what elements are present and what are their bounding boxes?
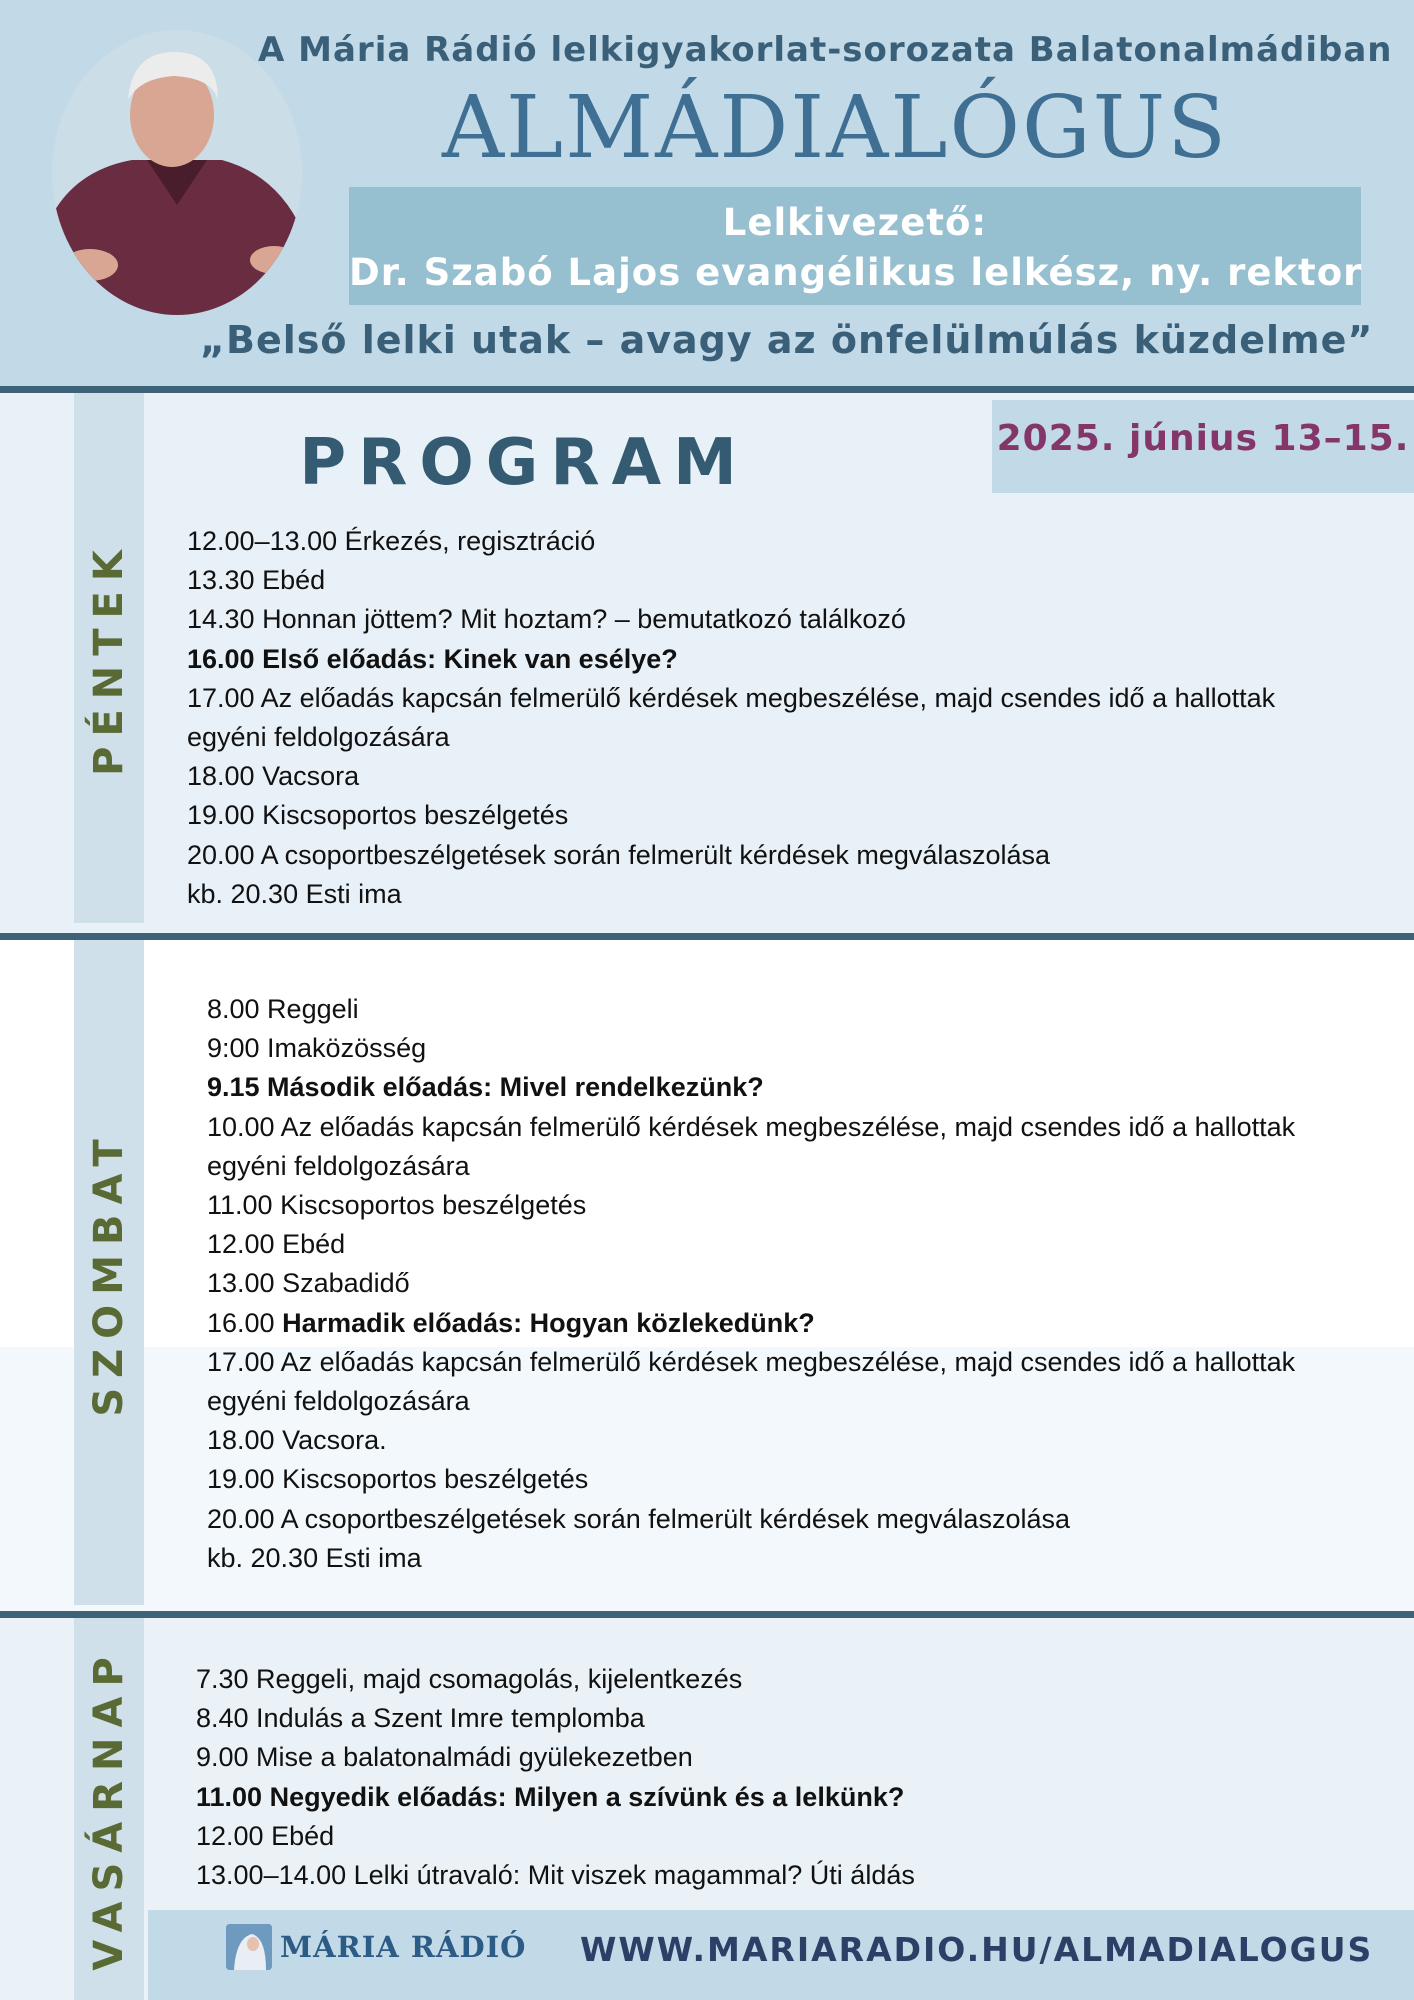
schedule-item-text: 9.00 Mise a balatonalmádi gyülekezetben xyxy=(196,1742,693,1773)
footer-bar xyxy=(148,1910,1414,2000)
day-label: PÉNTEK xyxy=(86,540,132,776)
schedule-item xyxy=(207,990,1295,1029)
series-subtitle: A Mária Rádió lelkigyakorlat-sorozata Balatonalmádiban xyxy=(258,30,1393,70)
schedule-item xyxy=(207,1304,1295,1343)
schedule-item-text: 14.30 Honnan jöttem? Mit hoztam? – bemutatkozó találkozó xyxy=(187,604,906,635)
day-column xyxy=(74,393,144,923)
schedule-item-text: 17.00 Az előadás kapcsán felmerülő kérdések megbeszélése, majd csendes idő a hallottak xyxy=(187,682,1276,713)
schedule-item-text: 17.00 Az előadás kapcsán felmerülő kérdések megbeszélése, majd csendes idő a hallottak xyxy=(207,1346,1296,1377)
schedule-item-text: 13.00–14.00 Lelki útravaló: Mit viszek magammal? Úti áldás xyxy=(196,1860,915,1891)
schedule-item-text: 19.00 Kiscsoportos beszélgetés xyxy=(207,1464,589,1495)
schedule-item xyxy=(207,1539,1295,1578)
schedule-item-text: 16.00 xyxy=(207,1307,283,1338)
schedule-item-text: egyéni feldolgozására xyxy=(207,1386,470,1417)
day-label: SZOMBAT xyxy=(86,1128,132,1417)
schedule-item-text: kb. 20.30 Esti ima xyxy=(207,1542,422,1573)
schedule-item xyxy=(196,1660,915,1699)
divider xyxy=(0,1611,1414,1618)
schedule-item xyxy=(207,1500,1295,1539)
schedule-item xyxy=(207,1029,1295,1068)
schedule-item-text: 18.00 Vacsora xyxy=(187,761,360,792)
schedule-item xyxy=(187,679,1275,718)
schedule-item xyxy=(196,1738,915,1777)
schedule-item-text: 11.00 Kiscsoportos beszélgetés xyxy=(207,1190,587,1221)
schedule-item-text: egyéni feldolgozására xyxy=(187,722,450,753)
schedule-item-text: 9:00 Imaközösség xyxy=(207,1033,427,1064)
schedule-item-lecture: Harmadik előadás: Hogyan közlekedünk? xyxy=(282,1307,815,1338)
retreat-theme: „Belső lelki utak – avagy az önfelülmúlás küzdelme” xyxy=(200,318,1374,362)
schedule-item-text: egyéni feldolgozására xyxy=(207,1150,470,1181)
schedule-item-text: 12.00–13.00 Érkezés, regisztráció xyxy=(187,526,596,556)
event-date: 2025. június 13–15. xyxy=(996,418,1410,459)
schedule-item xyxy=(187,522,1275,561)
schedule-item-text: 9.15 Második előadás: Mivel rendelkezünk? xyxy=(207,1072,764,1103)
schedule-item-text: 8.40 Indulás a Szent Imre templomba xyxy=(196,1703,645,1734)
schedule-item xyxy=(187,600,1275,639)
leader-name: Dr. Szabó Lajos evangélikus lelkész, ny. rektor xyxy=(349,251,1363,294)
schedule-item-text: 12.00 Ebéd xyxy=(207,1229,346,1260)
schedule-item-text: 18.00 Vacsora. xyxy=(207,1425,387,1456)
schedule-item-text: 13.30 Ebéd xyxy=(187,565,326,596)
schedule-item xyxy=(207,1382,1295,1421)
schedule-item-text: 16.00 Első előadás: Kinek van esélye? xyxy=(187,643,678,674)
schedule-list xyxy=(196,1660,915,1895)
program-heading: PROGRAM xyxy=(299,426,749,500)
schedule-item xyxy=(207,1460,1295,1499)
divider xyxy=(0,933,1414,940)
schedule-item-text: 10.00 Az előadás kapcsán felmerülő kérdések megbeszélése, majd csendes idő a hallottak xyxy=(207,1111,1296,1142)
schedule-item-text: 7.30 Reggeli, majd csomagolás, kijelentkezés xyxy=(196,1664,743,1694)
schedule-item-text: 19.00 Kiscsoportos beszélgetés xyxy=(187,800,569,831)
schedule-item xyxy=(207,1343,1295,1382)
day-column xyxy=(74,940,144,1605)
madonna-logo-icon xyxy=(226,1924,272,1970)
schedule-item xyxy=(207,1108,1295,1147)
schedule-item xyxy=(196,1778,915,1817)
schedule-list xyxy=(187,522,1275,914)
day-column xyxy=(74,1618,144,2000)
schedule-item-text: 11.00 Negyedik előadás: Milyen a szívünk és a lelkünk? xyxy=(196,1781,905,1812)
schedule-item xyxy=(187,718,1275,757)
schedule-item xyxy=(207,1225,1295,1264)
schedule-item xyxy=(187,796,1275,835)
schedule-item-text: 20.00 A csoportbeszélgetések során felmerült kérdések megválaszolása xyxy=(187,839,1050,870)
schedule-item xyxy=(207,1147,1295,1186)
schedule-item xyxy=(207,1264,1295,1303)
schedule-item-text: kb. 20.30 Esti ima xyxy=(187,878,402,909)
schedule-item xyxy=(196,1699,915,1738)
schedule-item xyxy=(196,1817,915,1856)
date-box xyxy=(992,400,1414,493)
schedule-item-text: 20.00 A csoportbeszélgetések során felmerült kérdések megválaszolása xyxy=(207,1503,1070,1534)
header-banner xyxy=(0,0,1414,388)
leader-label: Lelkivezető: xyxy=(722,201,988,244)
schedule-list xyxy=(207,990,1295,1578)
schedule-item xyxy=(187,836,1275,875)
schedule-item xyxy=(187,561,1275,600)
schedule-item-text: 8.00 Reggeli xyxy=(207,994,359,1024)
schedule-item xyxy=(187,640,1275,679)
schedule-item-text: 13.00 Szabadidő xyxy=(207,1268,410,1299)
leader-box xyxy=(349,187,1361,305)
schedule-item xyxy=(207,1421,1295,1460)
schedule-item xyxy=(187,875,1275,914)
schedule-item xyxy=(207,1186,1295,1225)
schedule-item xyxy=(187,757,1275,796)
radio-logo-text: MÁRIA RÁDIÓ xyxy=(280,1930,527,1964)
day-label: VASÁRNAP xyxy=(86,1647,132,1971)
schedule-item xyxy=(207,1068,1295,1107)
schedule-item xyxy=(196,1856,915,1895)
divider xyxy=(0,386,1414,393)
website-link[interactable]: WWW.MARIARADIO.HU/ALMADIALOGUS xyxy=(580,1930,1374,1969)
event-title: ALMÁDIALÓGUS xyxy=(441,78,1229,178)
schedule-item-text: 12.00 Ebéd xyxy=(196,1820,335,1851)
